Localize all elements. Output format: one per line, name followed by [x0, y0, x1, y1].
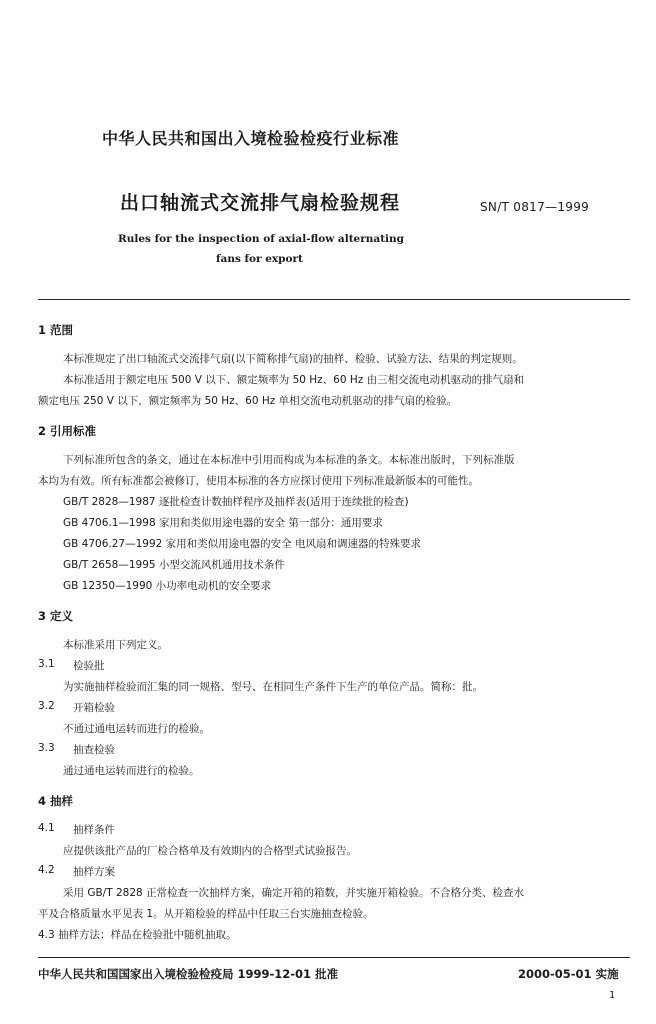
reference-standard-1: GB/T 2828—1987 逐批检查计数抽样程序及抽样表(适用于连续批的检查) [63, 496, 409, 508]
page-number: 1 [609, 990, 616, 1001]
section-1-paragraph-1: 本标准规定了出口轴流式交流排气扇(以下简称排气扇)的抽样、检验、试验方法、结果的判定规则。 [63, 353, 523, 365]
clause-4-2-number: 4.2 [38, 864, 55, 876]
clause-3-3-number: 3.3 [38, 742, 55, 754]
document-title: 出口轴流式交流排气扇检验规程 [120, 192, 401, 214]
standard-category: 中华人民共和国出入境检验检疫行业标准 [102, 129, 400, 148]
clause-4-1-number: 4.1 [38, 822, 55, 834]
footer-divider [38, 957, 630, 958]
section-2-heading: 2 引用标准 [38, 424, 97, 438]
clause-3-1-number: 3.1 [38, 658, 55, 670]
clause-4-2-definition-a: 采用 GB/T 2828 正常检查一次抽样方案，确定开箱的箱数，并实施开箱检验。不合格分类、检查水 [63, 887, 525, 899]
clause-4-2-definition-b: 平及合格质量水平见表 1。从开箱检验的样品中任取三台实施抽查检验。 [38, 908, 374, 920]
clause-3-1-term: 检验批 [73, 660, 105, 672]
reference-standard-3: GB 4706.27—1992 家用和类似用途电器的安全 电风扇和调速器的特殊要求 [63, 538, 421, 550]
section-1-heading: 1 范围 [38, 323, 74, 337]
section-2-paragraph-a: 下列标准所包含的条文，通过在本标准中引用而构成为本标准的条文。本标准出版时，下列标准版 [63, 454, 515, 466]
clause-3-2-definition: 不通过通电运转而进行的检验。 [63, 723, 210, 735]
clause-3-3-definition: 通过通电运转而进行的检验。 [63, 765, 200, 777]
reference-standard-2: GB 4706.1—1998 家用和类似用途电器的安全 第一部分：通用要求 [63, 517, 383, 529]
reference-standard-5: GB 12350—1990 小功率电动机的安全要求 [63, 580, 272, 592]
approval-line: 中华人民共和国国家出入境检验检疫局 1999-12-01 批准 [38, 967, 339, 981]
section-4-heading: 4 抽样 [38, 794, 74, 808]
clause-3-2-number: 3.2 [38, 700, 55, 712]
clause-4-1-definition: 应提供该批产品的厂检合格单及有效期内的合格型式试验报告。 [63, 845, 357, 857]
clause-3-2-term: 开箱检验 [73, 702, 115, 714]
clause-3-3-term: 抽查检验 [73, 744, 115, 756]
section-3-heading: 3 定义 [38, 609, 74, 623]
clause-4-2-term: 抽样方案 [73, 866, 115, 878]
section-3-intro: 本标准采用下列定义。 [63, 639, 168, 651]
effective-date: 2000-05-01 实施 [518, 967, 619, 981]
header-divider [38, 299, 630, 300]
english-title-line-1: Rules for the inspection of axial-flow alternating [118, 233, 405, 245]
standard-code: SN/T 0817—1999 [480, 200, 590, 214]
clause-4-1-term: 抽样条件 [73, 824, 115, 836]
section-2-paragraph-b: 本均为有效。所有标准都会被修订，使用本标准的各方应探讨使用下列标准最新版本的可能性。 [38, 475, 479, 487]
english-title-line-2: fans for export [216, 253, 303, 265]
section-1-paragraph-2a: 本标准适用于额定电压 500 V 以下、额定频率为 50 Hz、60 Hz 由三相交流电动机驱动的排气扇和 [63, 374, 525, 386]
section-1-paragraph-2b: 额定电压 250 V 以下，额定频率为 50 Hz、60 Hz 单相交流电动机驱动的排气扇的检验。 [38, 395, 458, 407]
clause-3-1-definition: 为实施抽样检验而汇集的同一规格、型号、在相同生产条件下生产的单位产品。简称：批。 [63, 681, 483, 693]
reference-standard-4: GB/T 2658—1995 小型交流风机通用技术条件 [63, 559, 285, 571]
clause-4-3: 4.3 抽样方法：样品在检验批中随机抽取。 [38, 929, 237, 941]
